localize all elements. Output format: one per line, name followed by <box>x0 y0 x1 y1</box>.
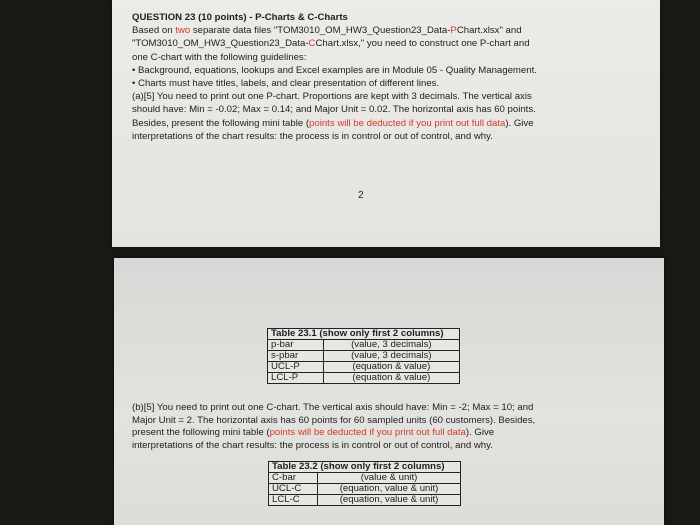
text-line <box>132 415 535 428</box>
row-label: LCL-P <box>268 373 324 384</box>
row-value: (equation, value & unit) <box>318 495 461 506</box>
row-label: UCL-P <box>268 362 324 373</box>
text-segment: Major Unit = 2. The horizontal axis has 60 points for 60 sampled units (60 customers). Besides, <box>132 414 536 426</box>
text-segment: one C-chart with the following guidelines: <box>132 51 307 63</box>
text-line <box>132 427 494 440</box>
text-segment: interpretations of the chart results: the process is in control or out of control, and why. <box>132 130 493 142</box>
text-segment: present the following mini table ( <box>132 427 270 439</box>
document-page-2 <box>114 258 664 525</box>
table-row <box>268 373 460 384</box>
text-line <box>132 104 536 117</box>
text-segment: Chart.xlsx," you need to construct one P-chart and <box>315 38 530 50</box>
table-row <box>269 495 461 506</box>
text-segment: ). Give <box>465 427 495 439</box>
row-value: (equation & value) <box>323 373 459 384</box>
text-segment: Based on <box>132 25 176 37</box>
row-value: (equation & value) <box>323 362 459 373</box>
table-row <box>269 473 461 484</box>
text-line <box>132 402 533 415</box>
text-line <box>132 91 532 104</box>
row-label: LCL-C <box>269 495 318 506</box>
row-label: C-bar <box>269 473 318 484</box>
table-title: Table 23.1 (show only first 2 columns) <box>268 329 460 340</box>
text-segment: (a)[5] You need to print out one P-chart. Proportions are kept with 3 decimals. The vertical axis <box>132 91 532 103</box>
text-segment: points will be deducted if you print out full data <box>269 427 466 439</box>
row-value: (equation, value & unit) <box>318 484 461 495</box>
text-line <box>132 25 522 38</box>
text-segment: • Charts must have titles, labels, and clear presentation of different lines. <box>132 78 440 89</box>
text-line <box>132 52 306 65</box>
text-segment: "TOM3010_OM_HW3_Question23_Data- <box>132 38 309 50</box>
text-line <box>132 440 493 453</box>
text-segment: Besides, present the following mini table ( <box>132 117 310 129</box>
text-segment: should have: Min = -0.02; Max = 0.14; and Major Unit = 0.02. The horizontal axis has 60 points. <box>132 104 536 116</box>
text-segment: interpretations of the chart results: the process is in control or out of control, and why. <box>132 439 493 451</box>
text-segment: • Background, equations, lookups and Excel examples are in Module 05 - Quality Management. <box>132 64 537 76</box>
table-row <box>268 362 460 373</box>
row-value: (value, 3 decimals) <box>323 351 459 362</box>
row-value: (value & unit) <box>318 473 461 484</box>
text-line <box>132 12 348 25</box>
row-label: s-pbar <box>268 351 324 362</box>
text-segment: P <box>450 25 457 37</box>
text-segment: (b)[5] You need to print out one C-chart. The vertical axis should have: Min = -2; Max = 10; and <box>132 402 534 413</box>
text-segment: QUESTION 23 (10 points) - P-Charts & C-Charts <box>132 12 348 23</box>
text-segment: ). Give <box>505 117 534 129</box>
text-segment: separate data files "TOM3010_OM_HW3_Question23_Data- <box>190 25 451 37</box>
text-segment: C <box>308 38 316 50</box>
text-segment: points will be deducted if you print out full data <box>309 117 506 129</box>
table-row <box>268 351 460 362</box>
row-value: (value, 3 decimals) <box>323 340 459 351</box>
table-row <box>269 484 461 495</box>
text-line <box>132 118 534 131</box>
text-line <box>132 131 493 144</box>
text-line <box>132 38 530 51</box>
mini-table-23-1 <box>267 328 460 384</box>
table-row <box>268 340 460 351</box>
table-title: Table 23.2 (show only first 2 columns) <box>269 462 461 473</box>
text-segment: Chart.xlsx" and <box>456 25 522 37</box>
page-number: 2 <box>358 190 364 201</box>
row-label: p-bar <box>268 340 324 351</box>
text-segment: two <box>175 25 191 37</box>
mini-table-23-2 <box>268 461 461 506</box>
text-line <box>132 78 439 91</box>
text-line <box>132 65 537 78</box>
document-page-1 <box>112 0 660 247</box>
row-label: UCL-C <box>269 484 318 495</box>
